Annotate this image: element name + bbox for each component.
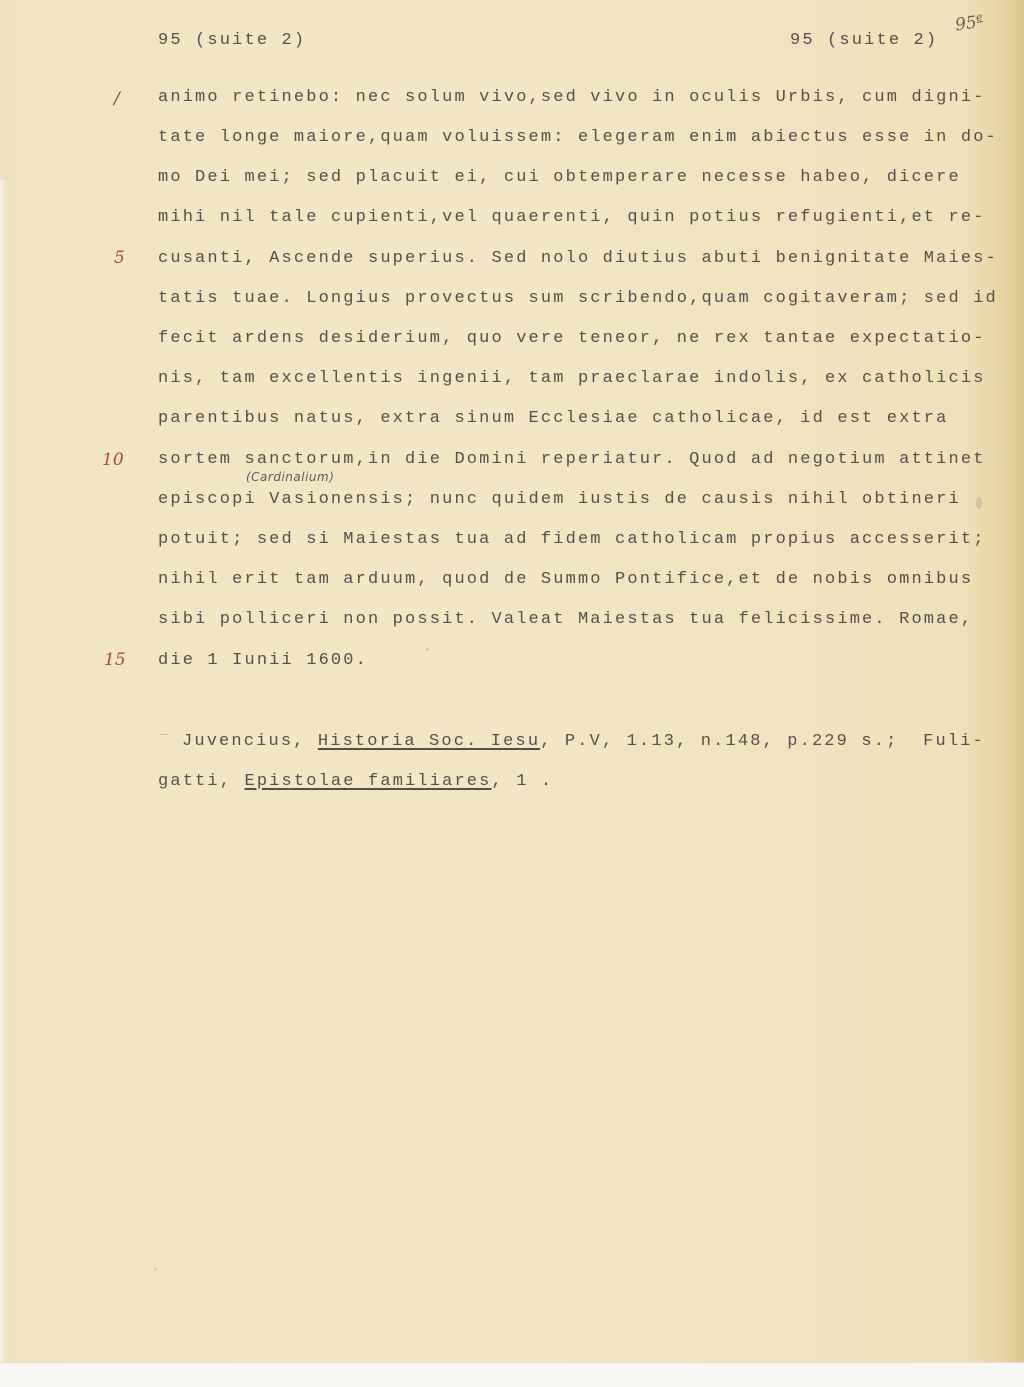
footnote-line-2 xyxy=(158,772,553,792)
footnote-line-1 xyxy=(182,732,985,752)
body-line: fecit ardens desiderium, quo vere teneor, ne rex tantae expectatio- xyxy=(158,329,986,348)
running-header-left: 95 (suite 2) xyxy=(158,31,307,50)
footnote-reference-2: , 1 . xyxy=(491,772,554,791)
paper-speck xyxy=(976,497,982,509)
running-header-right: 95 (suite 2) xyxy=(790,31,939,50)
body-line: nihil erit tam arduum, quod de Summo Pontifice,et de nobis omnibus xyxy=(158,570,974,589)
body-line: die 1 Iunii 1600. xyxy=(158,651,368,670)
body-line: potuit; sed si Maiestas tua ad fidem catholicam propius accesserit; xyxy=(158,530,986,549)
folio-superscript: e xyxy=(975,10,984,24)
scan-background xyxy=(0,1362,1024,1387)
body-line: episcopi Vasionensis; nunc quidem iustis de causis nihil obtineri xyxy=(158,490,961,509)
margin-marker-line-10: 10 xyxy=(102,450,124,470)
margin-marker-line-1: / xyxy=(114,89,120,109)
body-line: sortem sanctorum,in die Domini reperiatur. Quod ad negotium attinet xyxy=(158,450,986,469)
body-line: mo Dei mei; sed placuit ei, cui obtemperare necesse habeo, dicere xyxy=(158,168,961,187)
handwritten-folio-number xyxy=(954,10,985,35)
body-line: sibi polliceri non possit. Valeat Maiestas tua felicissime. Romae, xyxy=(158,610,974,629)
footnote-mark: ¯ xyxy=(160,734,169,750)
margin-marker-line-5: 5 xyxy=(114,248,125,268)
body-line: cusanti, Ascende superius. Sed nolo diutius abuti benignitate Maies- xyxy=(158,249,998,268)
body-line: parentibus natus, extra sinum Ecclesiae catholicae, id est extra xyxy=(158,409,949,428)
paper-speck xyxy=(154,1268,157,1271)
body-line: tate longe maiore,quam voluissem: elegeram enim abiectus esse in do- xyxy=(158,128,998,147)
paper-speck xyxy=(426,648,429,651)
body-line: mihi nil tale cupienti,vel quaerenti, quin potius refugienti,et re- xyxy=(158,208,986,227)
footnote-title-epistolae: Epistolae familiares xyxy=(244,772,492,791)
folio-number: 95 xyxy=(953,12,979,36)
handwritten-annotation: (Cardinalium) xyxy=(246,470,335,484)
page-edge xyxy=(0,180,6,1362)
body-line: nis, tam excellentis ingenii, tam praeclarae indolis, ex catholicis xyxy=(158,369,986,388)
body-line: tatis tuae. Longius provectus sum scribendo,quam cogitaveram; sed id xyxy=(158,289,998,308)
footnote-title-historia: Historia Soc. Iesu xyxy=(317,732,541,751)
footnote-author-2: gatti, xyxy=(158,772,245,791)
body-line: animo retinebo: nec solum vivo,sed vivo in oculis Urbis, cum digni- xyxy=(158,88,986,107)
footnote-reference: , P.V, 1.13, n.148, p.229 s.; Fuli- xyxy=(540,732,985,751)
margin-marker-line-15: 15 xyxy=(104,650,126,670)
footnote-author: Juvencius, xyxy=(182,732,318,751)
